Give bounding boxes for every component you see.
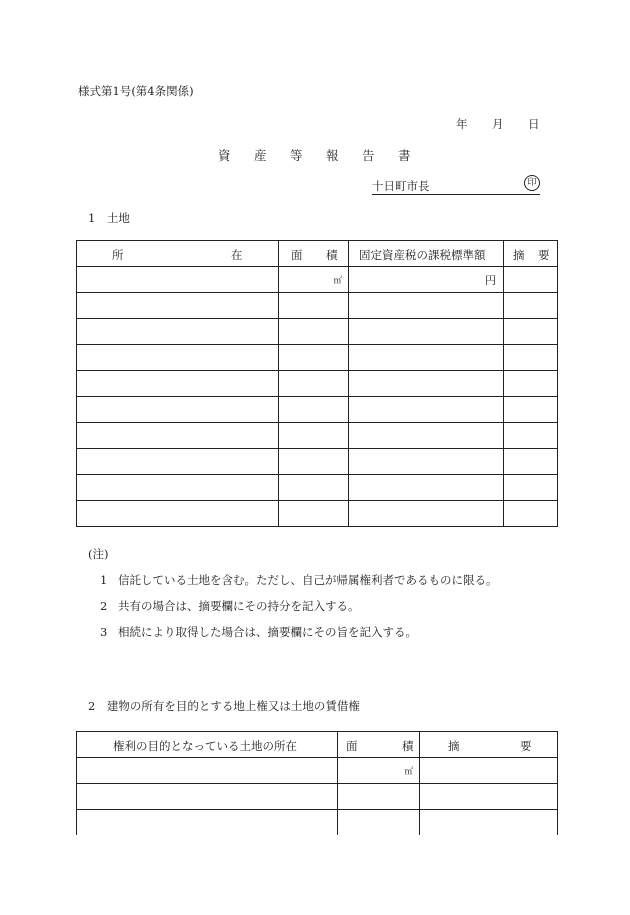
location-cell[interactable] bbox=[77, 784, 338, 810]
header-area-first-char: 面 bbox=[291, 248, 303, 262]
area-cell[interactable] bbox=[279, 293, 349, 319]
area-cell[interactable] bbox=[279, 319, 349, 345]
table-row bbox=[77, 784, 558, 810]
remarks-cell[interactable] bbox=[504, 501, 558, 527]
title-char: 産 bbox=[254, 148, 267, 163]
location-cell[interactable] bbox=[77, 293, 279, 319]
table-row bbox=[77, 449, 558, 475]
table-row bbox=[77, 475, 558, 501]
remarks-cell[interactable] bbox=[504, 293, 558, 319]
header-remarks-first-char: 摘 bbox=[513, 248, 525, 262]
title-char: 資 bbox=[218, 148, 231, 163]
location-cell[interactable] bbox=[77, 319, 279, 345]
notes-label: (注) bbox=[88, 547, 109, 561]
header-area-first-char: 面 bbox=[346, 739, 358, 753]
table-row bbox=[77, 319, 558, 345]
tax-value-cell[interactable] bbox=[349, 449, 504, 475]
seal-mark: 印 bbox=[524, 175, 540, 191]
leasehold-table bbox=[76, 731, 558, 835]
header-remarks bbox=[504, 241, 558, 267]
location-cell[interactable] bbox=[77, 475, 279, 501]
table-row bbox=[77, 501, 558, 527]
title-char: 報 bbox=[326, 148, 339, 163]
header-area bbox=[338, 732, 420, 758]
remarks-cell[interactable] bbox=[420, 810, 558, 836]
date-year-label: 年 bbox=[456, 117, 468, 131]
tax-value-cell[interactable] bbox=[349, 319, 504, 345]
table-row bbox=[77, 267, 558, 293]
table-row bbox=[77, 293, 558, 319]
table-header-row bbox=[77, 732, 558, 758]
land-table bbox=[76, 240, 558, 527]
remarks-cell[interactable] bbox=[504, 267, 558, 293]
tax-value-cell[interactable] bbox=[349, 501, 504, 527]
header-location-first-char: 所 bbox=[112, 248, 124, 262]
tax-value-cell[interactable]: 円 bbox=[349, 267, 504, 293]
form-number: 様式第1号(第4条関係) bbox=[78, 84, 194, 98]
location-cell[interactable] bbox=[77, 267, 279, 293]
tax-value-cell[interactable] bbox=[349, 293, 504, 319]
header-location bbox=[77, 732, 338, 758]
header-area bbox=[279, 241, 349, 267]
title-char: 等 bbox=[290, 148, 303, 163]
note-text: 相続により取得した場合は、摘要欄にその旨を記入する。 bbox=[118, 625, 417, 639]
location-cell[interactable] bbox=[77, 397, 279, 423]
note-number: 2 bbox=[100, 599, 108, 613]
area-cell[interactable] bbox=[279, 501, 349, 527]
header-tax-value bbox=[349, 241, 504, 267]
remarks-cell[interactable] bbox=[504, 371, 558, 397]
note-text: 信託している土地を含む。ただし、自己が帰属権利者であるものに限る。 bbox=[118, 573, 498, 587]
table-row bbox=[77, 758, 558, 784]
location-cell[interactable] bbox=[77, 758, 338, 784]
date-day-label: 日 bbox=[528, 117, 540, 131]
area-cell[interactable]: ㎡ bbox=[338, 758, 420, 784]
location-cell[interactable] bbox=[77, 423, 279, 449]
tax-value-cell[interactable] bbox=[349, 371, 504, 397]
header-remarks-first-char: 摘 bbox=[448, 739, 460, 753]
table-header-row bbox=[77, 241, 558, 267]
area-cell[interactable] bbox=[279, 371, 349, 397]
table-row bbox=[77, 810, 558, 836]
table-row bbox=[77, 423, 558, 449]
header-location bbox=[77, 241, 279, 267]
header-area-second-char: 積 bbox=[402, 739, 414, 753]
remarks-cell[interactable] bbox=[504, 423, 558, 449]
header-area-second-char: 積 bbox=[326, 248, 338, 262]
note-item bbox=[100, 624, 417, 640]
table-row bbox=[77, 397, 558, 423]
title-char: 書 bbox=[398, 148, 411, 163]
addressee-line bbox=[372, 177, 540, 195]
table-row bbox=[77, 371, 558, 397]
header-location-label: 権利の目的となっている土地の所在 bbox=[113, 739, 297, 753]
note-item bbox=[100, 598, 360, 614]
area-cell[interactable] bbox=[279, 345, 349, 371]
title-char: 告 bbox=[362, 148, 375, 163]
area-cell[interactable] bbox=[279, 423, 349, 449]
area-cell[interactable] bbox=[338, 784, 420, 810]
note-number: 1 bbox=[100, 573, 108, 587]
note-item bbox=[100, 572, 498, 588]
tax-value-cell[interactable] bbox=[349, 423, 504, 449]
header-remarks bbox=[420, 732, 558, 758]
header-location-second-char: 在 bbox=[231, 248, 243, 262]
remarks-cell[interactable] bbox=[504, 345, 558, 371]
remarks-cell[interactable] bbox=[420, 758, 558, 784]
location-cell[interactable] bbox=[77, 810, 338, 836]
area-cell[interactable] bbox=[338, 810, 420, 836]
area-cell[interactable] bbox=[279, 449, 349, 475]
remarks-cell[interactable] bbox=[420, 784, 558, 810]
addressee-name: 十日町市長 bbox=[372, 179, 430, 193]
remarks-cell[interactable] bbox=[504, 319, 558, 345]
section1-heading: 1 土地 bbox=[88, 211, 130, 225]
location-cell[interactable] bbox=[77, 371, 279, 397]
area-cell[interactable]: ㎡ bbox=[279, 267, 349, 293]
header-tax-value-label: 固定資産税の課税標準額 bbox=[359, 248, 486, 262]
note-text: 共有の場合は、摘要欄にその持分を記入する。 bbox=[118, 599, 360, 613]
date-month-label: 月 bbox=[492, 117, 504, 131]
tax-value-cell[interactable] bbox=[349, 345, 504, 371]
area-cell[interactable] bbox=[279, 475, 349, 501]
table-row bbox=[77, 345, 558, 371]
area-cell[interactable] bbox=[279, 397, 349, 423]
remarks-cell[interactable] bbox=[504, 475, 558, 501]
header-remarks-second-char: 要 bbox=[520, 739, 532, 753]
tax-value-cell[interactable] bbox=[349, 475, 504, 501]
remarks-cell[interactable] bbox=[504, 449, 558, 475]
note-number: 3 bbox=[100, 625, 108, 639]
header-remarks-second-char: 要 bbox=[538, 248, 550, 262]
remarks-cell[interactable] bbox=[504, 397, 558, 423]
location-cell[interactable] bbox=[77, 345, 279, 371]
location-cell[interactable] bbox=[77, 501, 279, 527]
location-cell[interactable] bbox=[77, 449, 279, 475]
tax-value-cell[interactable] bbox=[349, 397, 504, 423]
section2-heading: 2 建物の所有を目的とする地上権又は土地の賃借権 bbox=[88, 699, 360, 713]
